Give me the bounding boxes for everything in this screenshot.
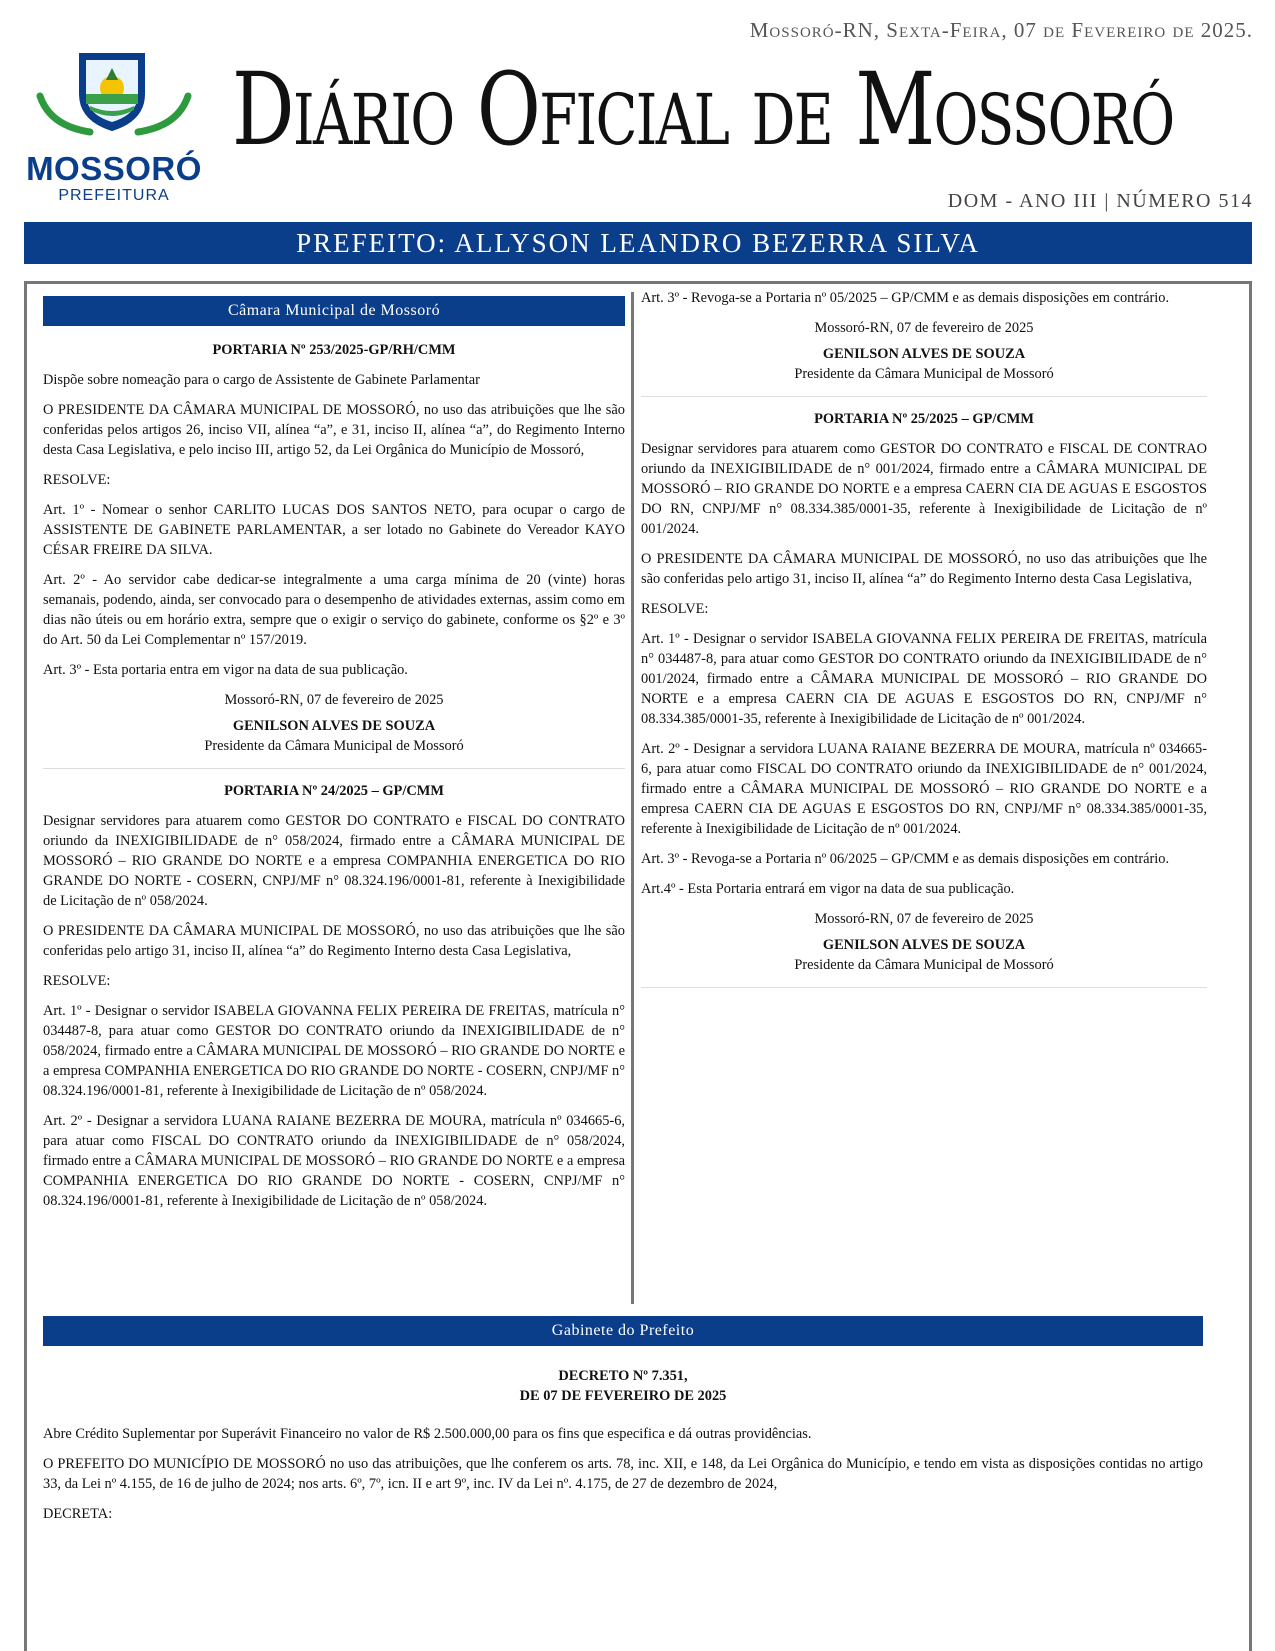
portaria-253-title: PORTARIA Nº 253/2025-GP/RH/CMM [212, 342, 456, 358]
edition-number: DOM - ANO III | NÚMERO 514 [947, 190, 1253, 212]
page-header [0, 0, 1275, 240]
portaria-24-art2: Art. 2º - Designar a servidora LUANA RAIANE BEZERRA DE MOURA, matrícula nº 034665-6, para atuar como FISCAL DO CONTRATO oriundo da INEXIGIBILIDADE de n° 058/2024, firmado entre a CÂMARA MUNICIPAL DE MOSSORÓ – RIO GRANDE DO NORTE e a empresa COMPANHIA ENERGETICA DO RIO GRANDE DO NORTE - COSERN, CNPJ/MF n° 08.324.196/0001-81, referente à Inexigibilidade de Licitação de nº 058/2024. [43, 1113, 625, 1209]
masthead [232, 40, 1252, 180]
laurel-icon [30, 86, 198, 136]
dateline: Mossoró-RN, Sexta-Feira, 07 de Fevereiro de 2025. [749, 18, 1253, 42]
decreto-title-line1: DECRETO Nº 7.351, [558, 1368, 688, 1384]
portaria-24-place-date: Mossoró-RN, 07 de fevereiro de 2025 [814, 320, 1034, 336]
portaria-25-art1: Art. 1º - Designar o servidor ISABELA GIOVANNA FELIX PEREIRA DE FREITAS, matrícula n° 034487-8, para atuar como GESTOR DO CONTRATO oriundo da INEXIGIBILIDADE de n° 001/2024, firmado entre a CÂMARA MUNICIPAL DE MOSSORÓ – RIO GRANDE DO NORTE e a empresa CAERN CIA DE AGUAS E ESGOSTOS DO RN, CNPJ/MF n° 08.334.385/0001-35, referente à Inexigibilidade de Licitação de nº 001/2024. [641, 631, 1207, 727]
portaria-253-signer-role: Presidente da Câmara Municipal de Mossoró [204, 738, 464, 754]
portaria-253-art1: Art. 1º - Nomear o senhor CARLITO LUCAS DOS SANTOS NETO, para ocupar o cargo de ASSISTENTE DE GABINETE PARLAMENTAR, a ser lotado no Gabinete do Vereador KAYO CÉSAR FREIRE DA SILVA. [43, 502, 625, 558]
content-frame [24, 281, 1252, 1651]
portaria-24-summary: Designar servidores para atuarem como GESTOR DO CONTRATO e FISCAL DO CONTRATO oriundo da INEXIGIBILIDADE de n° 058/2024, firmado entre a CÂMARA MUNICIPAL DE MOSSORÓ – RIO GRANDE DO NORTE e a empresa COMPANHIA ENERGETICA DO RIO GRANDE DO NORTE - COSERN, CNPJ/MF n° 08.324.196/0001-81, referente à Inexigibilidade de Licitação de nº 058/2024. [43, 813, 625, 909]
decreto-preamble: O PREFEITO DO MUNICÍPIO DE MOSSORÓ no uso das atribuições, que lhe conferem os arts. 78, inc. XII, e 148, da Lei Orgânica do Município, e tendo em vista as disposições contidas no artigo 33, da Lei nº 4.155, de 16 de julho de 2024; nos arts. 6º, 7º, icn. II e art 9º, inc. IV da Lei nº. 4.175, de 27 de dezembro de 2024, [43, 1456, 1203, 1492]
decreto-summary: Abre Crédito Suplementar por Superávit Financeiro no valor de R$ 2.500.000,00 para os fins que especifica e dá outras providências. [43, 1426, 812, 1442]
portaria-253-preamble: O PRESIDENTE DA CÂMARA MUNICIPAL DE MOSSORÓ, no uso das atribuições que lhe são conferidas pelos artigos 26, inciso VII, alínea “a”, e 31, inciso II, alínea “a”, do Regimento Interno desta Casa Legislativa, e pelo inciso III, artigo 52, da Lei Orgânica do Município de Mossoró, [43, 402, 625, 458]
portaria-25-title: PORTARIA Nº 25/2025 – GP/CMM [814, 411, 1034, 427]
divider [43, 768, 625, 769]
portaria-25-art4: Art.4º - Esta Portaria entrará em vigor na data de sua publicação. [641, 881, 1015, 897]
portaria-24-art3: Art. 3º - Revoga-se a Portaria nº 05/2025 – GP/CMM e as demais disposições em contrário. [641, 290, 1170, 306]
portaria-25-preamble: O PRESIDENTE DA CÂMARA MUNICIPAL DE MOSSORÓ, no uso das atribuições que lhe são conferidas pelo artigo 31, inciso II, alínea “a” do Regimento Interno desta Casa Legislativa, [641, 551, 1207, 587]
portaria-25-place-date: Mossoró-RN, 07 de fevereiro de 2025 [814, 911, 1034, 927]
decreto-decreta: DECRETA: [43, 1506, 113, 1522]
logo-subtitle: PREFEITURA [58, 187, 170, 204]
portaria-25-resolve: RESOLVE: [641, 601, 709, 617]
portaria-25-art3: Art. 3º - Revoga-se a Portaria nº 06/2025 – GP/CMM e as demais disposições em contrário. [641, 851, 1170, 867]
column-divider [631, 292, 634, 1304]
portaria-24-signer-role: Presidente da Câmara Municipal de Mossoró [794, 366, 1054, 382]
portaria-25-art2: Art. 2º - Designar a servidora LUANA RAIANE BEZERRA DE MOURA, matrícula nº 034665-6, para atuar como FISCAL DO CONTRATO oriundo da INEXIGIBILIDADE de n° 001/2024, firmado entre a CÂMARA MUNICIPAL DE MOSSORÓ – RIO GRANDE DO NORTE e a empresa CAERN CIA DE AGUAS E ESGOSTOS DO RN, CNPJ/MF n° 08.334.385/0001-35, referente à Inexigibilidade de Licitação de nº 001/2024. [641, 741, 1207, 837]
left-column [43, 296, 625, 1221]
portaria-253-art3: Art. 3º - Esta portaria entra em vigor na data de sua publicação. [43, 662, 408, 678]
portaria-253-art2: Art. 2º - Ao servidor cabe dedicar-se integralmente a uma carga mínima de 20 (vinte) horas semanais, podendo, ainda, ser convocado para o desempenho de atividades externas, assim como em dias não úteis ou em horário extra, sempre que o exigir o serviço do gabinete, conforme os §2º e 3º do Art. 50 da Lei Complementar nº 157/2019. [43, 572, 625, 648]
divider [641, 396, 1207, 397]
decreto-title-line2: DE 07 DE FEVEREIRO DE 2025 [519, 1388, 727, 1404]
portaria-24-title: PORTARIA Nº 24/2025 – GP/CMM [224, 783, 444, 799]
portaria-25-signer: GENILSON ALVES DE SOUZA [822, 937, 1026, 953]
portaria-253-place-date: Mossoró-RN, 07 de fevereiro de 2025 [224, 692, 444, 708]
portaria-253-summary: Dispõe sobre nomeação para o cargo de Assistente de Gabinete Parlamentar [43, 372, 480, 388]
portaria-24-art1: Art. 1º - Designar o servidor ISABELA GIOVANNA FELIX PEREIRA DE FREITAS, matrícula n° 034487-8, para atuar como GESTOR DO CONTRATO oriundo da INEXIGIBILIDADE de n° 058/2024, firmado entre a CÂMARA MUNICIPAL DE MOSSORÓ – RIO GRANDE DO NORTE e a empresa COMPANHIA ENERGETICA DO RIO GRANDE DO NORTE - COSERN, CNPJ/MF n° 08.324.196/0001-81, referente à Inexigibilidade de Licitação de nº 058/2024. [43, 1003, 625, 1099]
portaria-24-signer: GENILSON ALVES DE SOUZA [822, 346, 1026, 362]
portaria-253-signer: GENILSON ALVES DE SOUZA [232, 718, 436, 734]
portaria-24-preamble: O PRESIDENTE DA CÂMARA MUNICIPAL DE MOSSORÓ, no uso das atribuições que lhe são conferidas pelo artigo 31, inciso II, alínea “a” do Regimento Interno desta Casa Legislativa, [43, 923, 625, 959]
portaria-24-resolve: RESOLVE: [43, 973, 111, 989]
portaria-25-summary: Designar servidores para atuarem como GESTOR DO CONTRATO e FISCAL DE CONTRAO oriundo da INEXIGIBILIDADE de n° 001/2024, firmado entre a CÂMARA MUNICIPAL DE MOSSORÓ – RIO GRANDE DO NORTE e a empresa CAERN CIA DE AGUAS E ESGOSTOS DO RN, CNPJ/MF n° 08.334.385/0001-35, referente à Inexigibilidade de Licitação de nº 001/2024. [641, 441, 1207, 537]
section-title-gabinete: Gabinete do Prefeito [43, 1316, 1203, 1346]
portaria-253-resolve: RESOLVE: [43, 472, 111, 488]
city-logo [24, 50, 204, 210]
logo-wordmark: MOSSORÓ [26, 150, 202, 187]
gabinete-section [43, 1316, 1203, 1534]
mayor-banner: PREFEITO: ALLYSON LEANDRO BEZERRA SILVA [24, 222, 1252, 264]
portaria-25-signer-role: Presidente da Câmara Municipal de Mossoró [794, 957, 1054, 973]
masthead-title: Diário Oficial de Mossoró [232, 51, 1174, 168]
divider [641, 987, 1207, 988]
right-column [641, 288, 1207, 1000]
section-title-camara: Câmara Municipal de Mossoró [43, 296, 625, 326]
